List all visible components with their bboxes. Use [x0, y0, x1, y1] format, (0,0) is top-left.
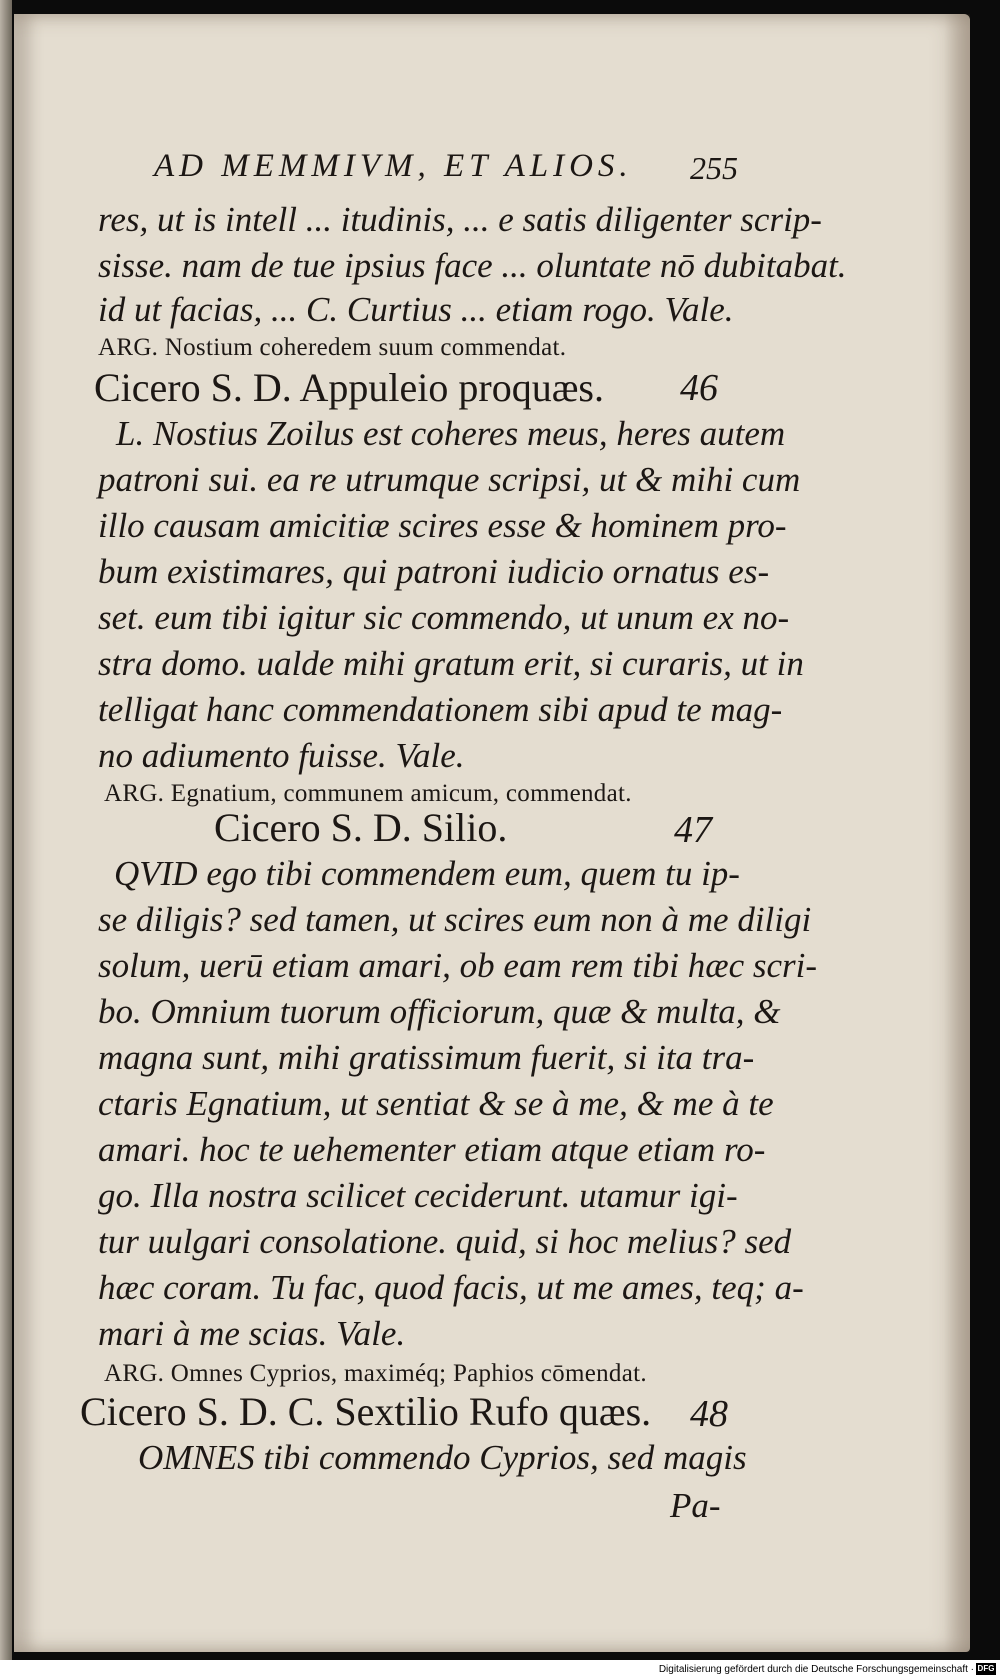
text-line: magna sunt, mihi gratissimum fuerit, si ita tra-: [98, 1038, 755, 1077]
text-line: sisse. nam de tue ipsius face ... oluntate nō dubitabat.: [98, 246, 847, 285]
text-line: L. Nostius Zoilus est coheres meus, heres autem: [116, 414, 786, 453]
text-line: solum, uerū etiam amari, ob eam rem tibi hæc scri-: [98, 946, 818, 985]
text-line: illo causam amicitiæ scires esse & hominem pro-: [98, 506, 787, 545]
running-header: AD MEMMIVM, ET ALIOS.: [154, 148, 633, 184]
text-line: se diligis? sed tamen, ut scires eum non à me diligi: [98, 900, 812, 939]
letter-argument: ARG. Omnes Cyprios, maximéq; Paphios cōmendat.: [104, 1360, 647, 1387]
letter-salutation: Cicero S. D. Appuleio proquæs.: [94, 365, 604, 410]
letter-salutation: Cicero S. D. Silio.: [214, 805, 508, 850]
text-line: go. Illa nostra scilicet ceciderunt. utamur igi-: [98, 1176, 738, 1215]
text-line: ctaris Egnatium, ut sentiat & se à me, & me à te: [98, 1084, 774, 1123]
text-line: no adiumento fuisse. Vale.: [98, 736, 465, 775]
text-line: QVID ego tibi commendem eum, quem tu ip-: [114, 854, 740, 893]
letter-argument: ARG. Nostium coheredem suum commendat.: [98, 334, 567, 361]
text-line: telligat hanc commendationem sibi apud te mag-: [98, 690, 783, 729]
text-line: tur uulgari consolatione. quid, si hoc melius? sed: [98, 1222, 792, 1261]
text-line: mari à me scias. Vale.: [98, 1314, 406, 1353]
text-line: amari. hoc te uehementer etiam atque etiam ro-: [98, 1130, 766, 1169]
text-line: bum existimares, qui patroni iudicio ornatus es-: [98, 552, 770, 591]
text-line: id ut facias, ... C. Curtius ... etiam rogo. Vale.: [98, 290, 734, 329]
letter-number: 47: [674, 809, 712, 851]
letter-salutation: Cicero S. D. C. Sextilio Rufo quæs.: [80, 1389, 652, 1434]
text-line: stra domo. ualde mihi gratum erit, si curaris, ut in: [98, 644, 804, 683]
text-line: OMNES tibi commendo Cyprios, sed magis: [138, 1438, 747, 1477]
text-line: hæc coram. Tu fac, quod facis, ut me ames, teq; a-: [98, 1268, 804, 1307]
catchword: Pa-: [670, 1486, 721, 1525]
letter-number: 48: [690, 1393, 728, 1435]
book-spine-edge: [0, 0, 12, 1660]
page-number: 255: [690, 150, 738, 186]
text-line: bo. Omnium tuorum officiorum, quæ & multa, &: [98, 992, 781, 1031]
text-line: patroni sui. ea re utrumque scripsi, ut & mihi cum: [98, 460, 801, 499]
book-page: [14, 14, 970, 1652]
text-line: set. eum tibi igitur sic commendo, ut unum ex no-: [98, 598, 790, 637]
letter-argument: ARG. Egnatium, communem amicum, commendat.: [104, 780, 632, 807]
dfg-logo: DFG: [977, 1664, 995, 1673]
text-line: res, ut is intell ... itudinis, ... e satis diligenter scrip-: [98, 200, 822, 239]
letter-number: 46: [680, 367, 718, 409]
digitization-footer: Digitalisierung gefördert durch die Deutsche Forschungsgemeinschaft ·: [0, 1660, 1000, 1679]
